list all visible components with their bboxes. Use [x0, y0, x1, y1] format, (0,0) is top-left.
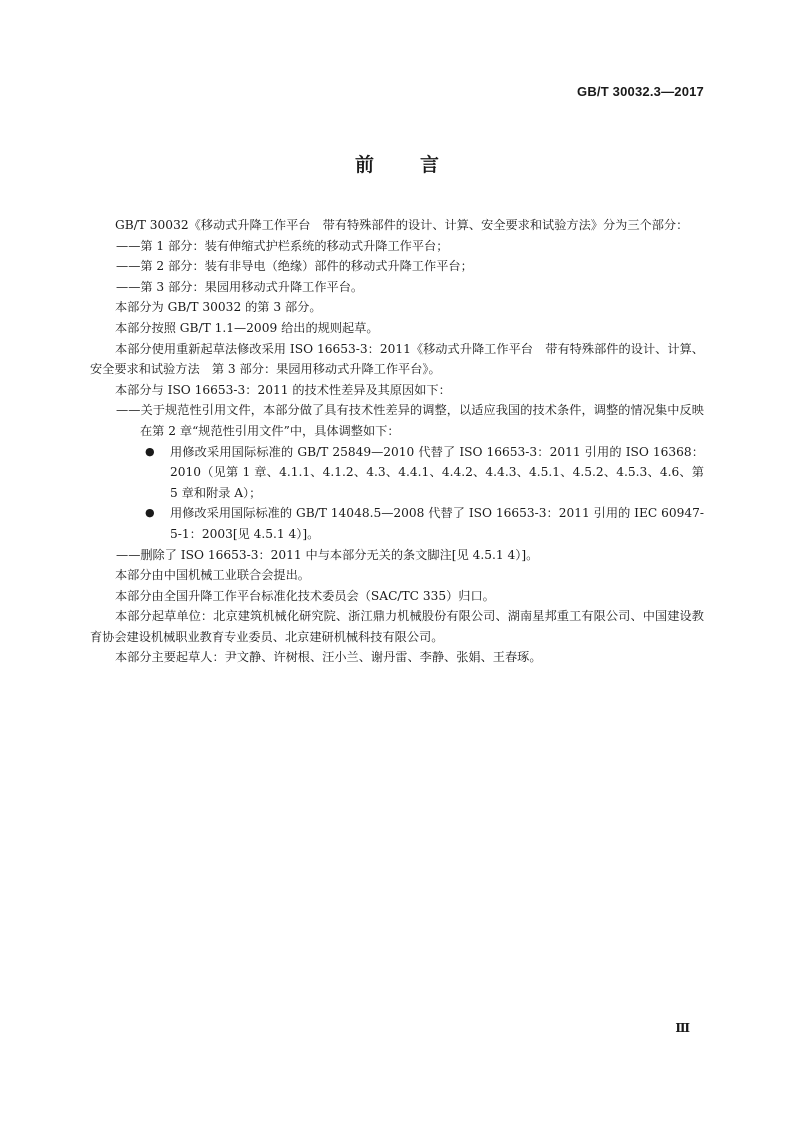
- dash-list-item: ——关于规范性引用文件，本部分做了具有技术性差异的调整，以适应我国的技术条件，调整的情况集中反映在第 2 章“规范性引用文件”中，具体调整如下：: [116, 403, 704, 438]
- bullet-icon: ●: [145, 444, 155, 458]
- dash-list-item: ——删除了 ISO 16653-3：2011 中与本部分无关的条文脚注[见 4.5.1 4）]。: [116, 547, 539, 562]
- standard-number: GB/T 30032.3—2017: [577, 84, 704, 99]
- page-number: Ⅲ: [675, 1021, 690, 1035]
- bullet-text: 用修改采用国际标准的 GB/T 14048.5—2008 代替了 ISO 16653-3：2011 引用的 IEC 60947-5-1：2003[见 4.5.1 4）]。: [170, 506, 704, 541]
- bullet-item: [90, 503, 704, 544]
- paragraph: 本部分使用重新起草法修改采用 ISO 16653-3：2011《移动式升降工作平台 带有特殊部件的设计、计算、安全要求和试验方法 第 3 部分：果园用移动式升降工作平台》。: [90, 341, 704, 377]
- paragraph: 本部分按照 GB/T 1.1—2009 给出的规则起草。: [115, 320, 379, 335]
- bullet-text: 用修改采用国际标准的 GB/T 25849—2010 代替了 ISO 16653-3：2011 引用的 ISO 16368：2010（见第 1 章、4.1.1、4.1.2、4.3、4.4.1、4.4.2、4.4.3、4.5.1、4.5.2、4.5.3、4.6、第 5 章和附录 A）；: [170, 444, 704, 500]
- dash-list-item: ——第 3 部分：果园用移动式升降工作平台。: [116, 279, 364, 294]
- bullet-item: [90, 442, 704, 504]
- paragraph: 本部分由全国升降工作平台标准化技术委员会（SAC/TC 335）归口。: [115, 588, 495, 603]
- bullet-icon: ●: [145, 506, 155, 520]
- paragraph: 本部分为 GB/T 30032 的第 3 部分。: [115, 300, 322, 315]
- document-body: [90, 215, 704, 668]
- page-title: 前言: [354, 154, 485, 176]
- paragraph: 本部分起草单位：北京建筑机械化研究院、浙江鼎力机械股份有限公司、湖南星邦重工有限公司、中国建设教育协会建设机械职业教育专业委员、北京建研机械科技有限公司。: [90, 609, 704, 644]
- paragraph: 本部分由中国机械工业联合会提出。: [115, 568, 310, 583]
- paragraph: 本部分与 ISO 16653-3：2011 的技术性差异及其原因如下：: [115, 382, 451, 397]
- paragraph: GB/T 30032《移动式升降工作平台 带有特殊部件的设计、计算、安全要求和试验方法》分为三个部分：: [115, 218, 689, 232]
- dash-list-item: ——第 2 部分：装有非导电（绝缘）部件的移动式升降工作平台；: [116, 259, 473, 274]
- paragraph: 本部分主要起草人：尹文静、许树根、汪小兰、谢丹雷、李静、张娟、王春琢。: [115, 650, 542, 665]
- dash-list-item: ——第 1 部分：装有伸缩式护栏系统的移动式升降工作平台；: [116, 238, 449, 253]
